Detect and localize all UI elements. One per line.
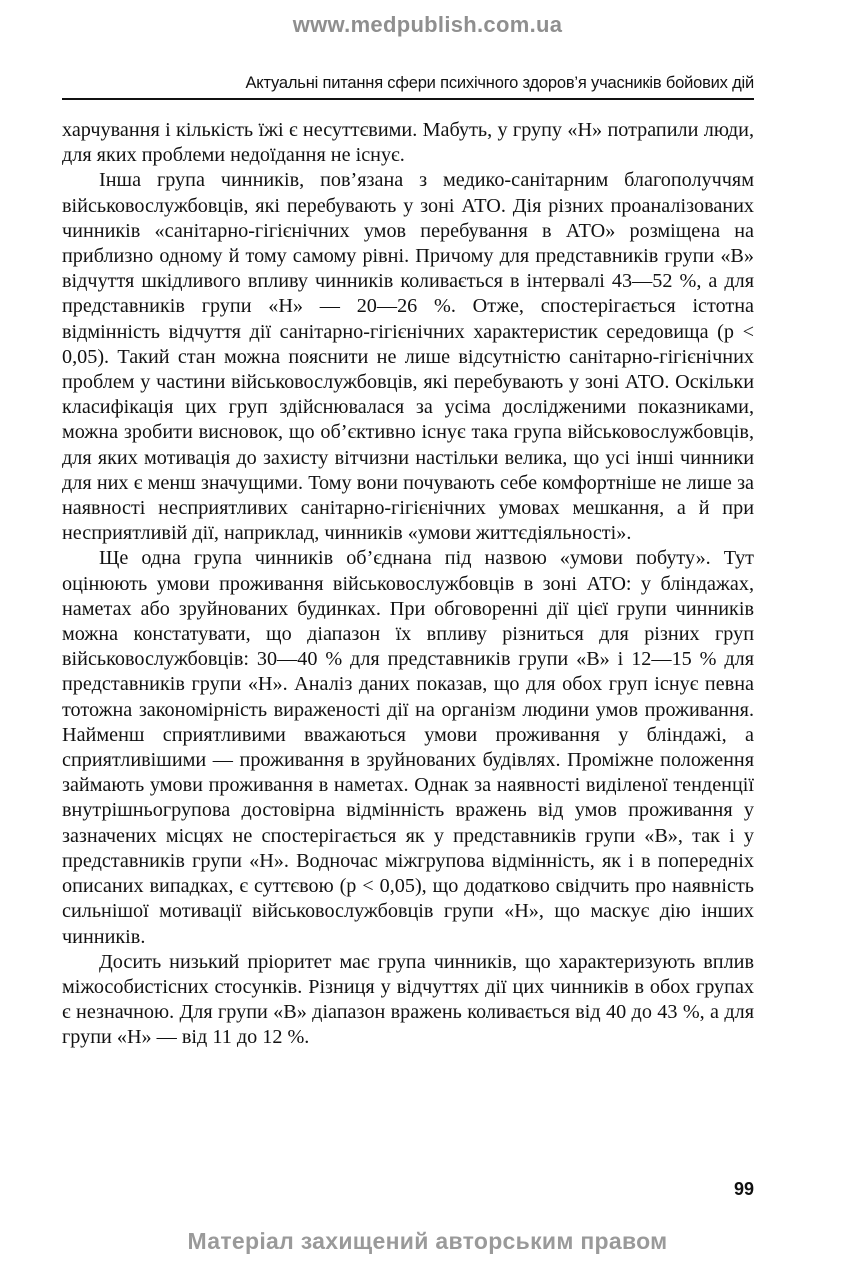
header-rule [62, 98, 754, 100]
paragraph: Ще одна група чинників об’єднана під назвою «умови побуту». Тут оцінюють умови проживання військовослужбовців в зоні АТО: у бліндажах, наметах або зруйнованих будинках. При обговоренні дії цієї групи чинників можна констатувати, що діапазон їх впливу різниться для різних груп військовослужбовців: 30—40 % для представників групи «В» і 12—15 % для представників групи «Н». Аналіз даних показав, що для обох груп існує певна тотожна закономірність вираженості дії на організм людини умов проживання. Найменш сприятливими вважаються умови проживання у бліндажі, а сприятливішими — проживання в зруйнованих будівлях. Проміжне положення займають умови проживання в наметах. Однак за наявності виділеної тенденції внутрішньогрупова достовірна відмінність вражень від умов проживання у зазначених місцях не спостерігається як у представників групи «В», так і у представників групи «Н». Водночас міжгрупова відмінність, як і в попередніх описаних випадках, є суттєвою (p < 0,05), що додатково свідчить про наявність сильнішої мотивації військовослужбовців групи «Н», що маскує дію інших чинників. [62, 547, 754, 948]
body-text [62, 118, 754, 1051]
running-head: Актуальні питання сфери психічного здоров’я учасників бойових дій [245, 74, 754, 92]
watermark-top: www.medpublish.com.ua [292, 12, 563, 37]
paragraph: Досить низький пріоритет має група чинників, що характеризують вплив міжособистісних стосунків. Різниця у відчуттях дії цих чинників в обох групах є незначною. Для групи «В» діапазон вражень коливається від 40 до 43 %, а для групи «Н» — від 11 до 12 %. [62, 950, 754, 1049]
paragraph: Інша група чинників, пов’язана з медико-санітарним благополуччям військовослужбовців, які перебувають у зоні АТО. Дія різних проаналізованих чинників «санітарно-гігієнічних умов перебування в АТО» розміщена на приблизно одному й тому самому рівні. Причому для представників групи «В» відчуття шкідливого впливу чинників коливається в інтервалі 43—52 %, а для представників групи «Н» — 20—26 %. Отже, спостерігається істотна відмінність відчуття дії санітарно-гігієнічних характеристик середовища (p < 0,05). Такий стан можна пояснити не лише відсутністю санітарно-гігієнічних проблем у частини військовослужбовців, які перебувають у зоні АТО. Оскільки класифікація цих груп здійснювалася за усіма дослідженими показниками, можна зробити висновок, що об’єктивно існує така група військовослужбовців, для яких мотивація до захисту вітчизни настільки велика, що усі інші чинники для них є менш значущими. Тому вони почувають себе комфортніше не лише за наявності несприятливих санітарно-гігієнічних умовах мешкання, а й при несприятливій дії, наприклад, чинників «умови життєдіяльності». [62, 169, 754, 545]
watermark-bottom: Матеріал захищений авторським правом [187, 1228, 668, 1254]
page-number: 99 [733, 1179, 754, 1199]
paragraph-continuation: харчування і кількість їжі є несуттєвими. Мабуть, у групу «Н» потрапили люди, для яких проблеми недоїдання не існує. [62, 119, 754, 167]
